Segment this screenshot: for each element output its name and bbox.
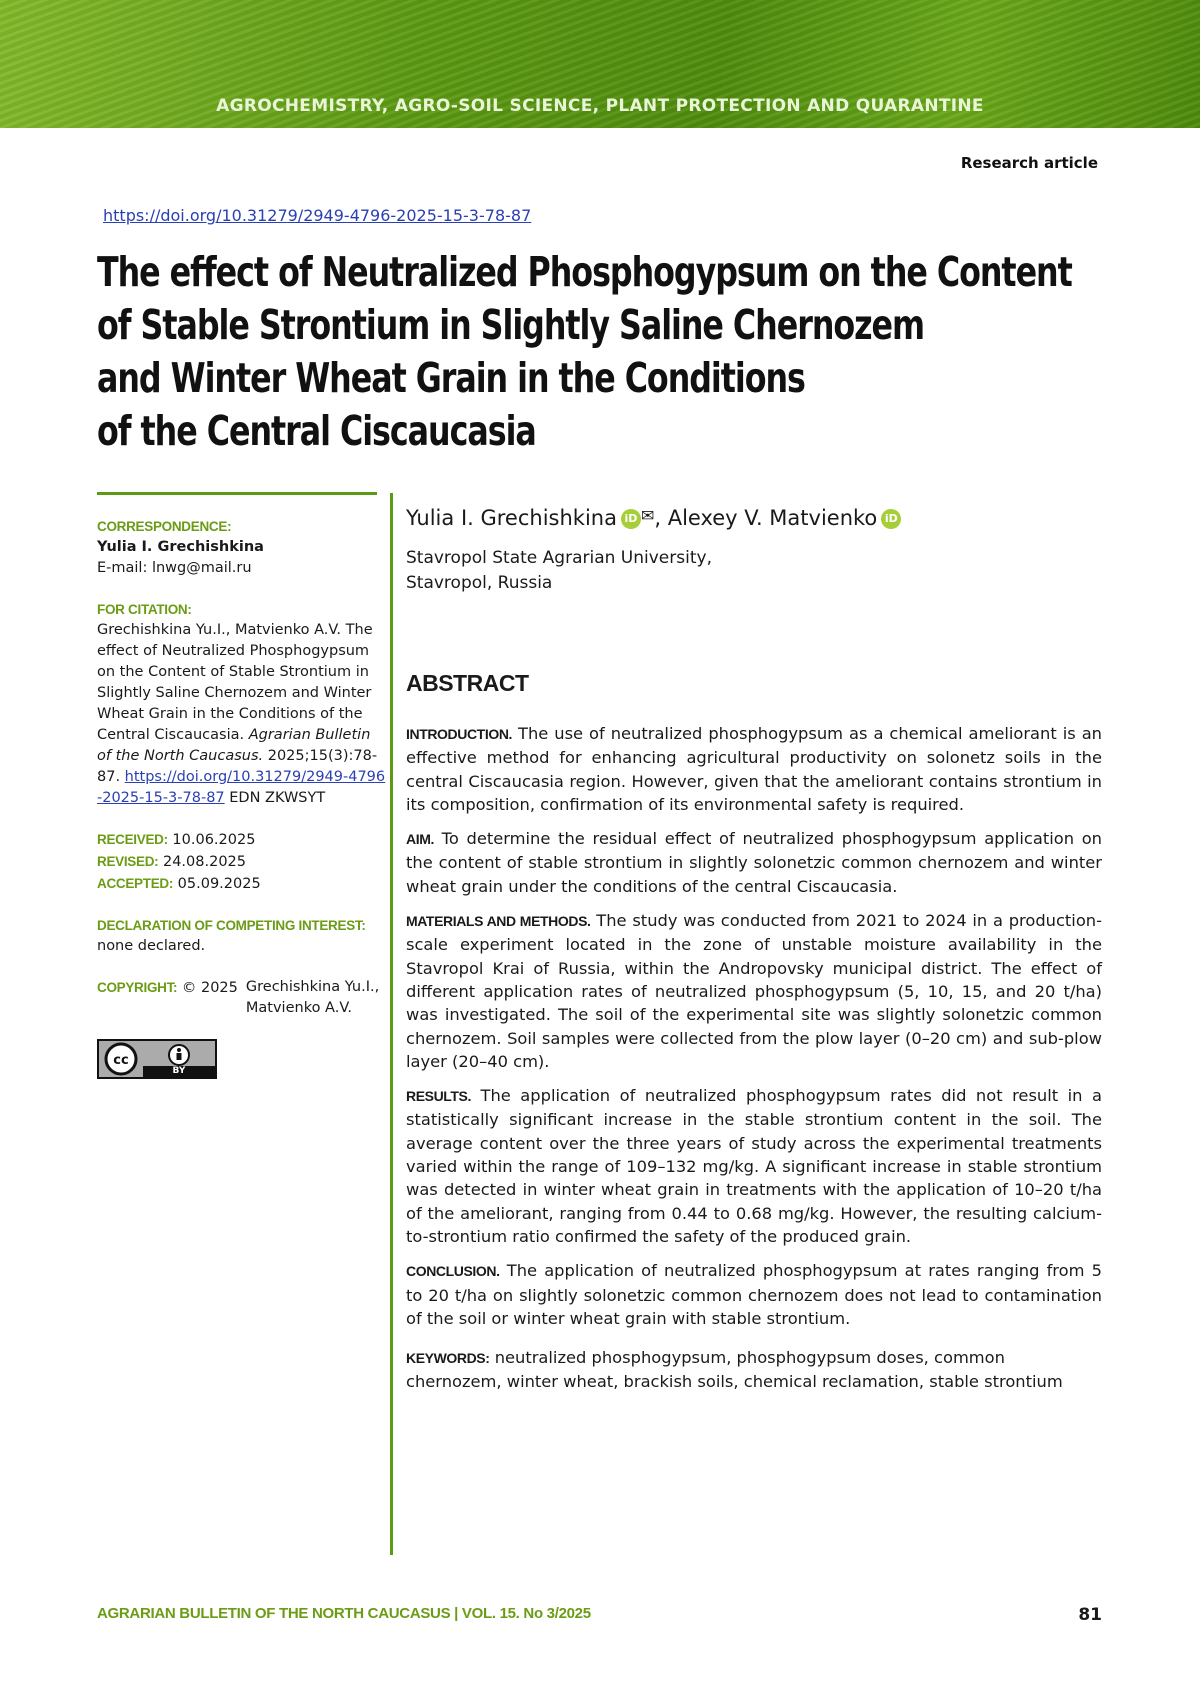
copyright-holder: Matvienko A.V.: [245, 1000, 352, 1016]
received-date: 10.06.2025: [167, 832, 256, 848]
competing-interest-label: DECLARATION OF COMPETING INTEREST:: [97, 918, 366, 933]
citation-text: [97, 620, 387, 809]
correspondence-block: [97, 516, 387, 579]
conclusion-text: The application of neutralized phosphogypsum at rates ranging from 5 to 20 t/ha on slightly solonetzic common chernozem does not lead to contamination of the soil or winter wheat grain with stable strontium.: [406, 1261, 1102, 1328]
results-label: RESULTS.: [406, 1088, 471, 1105]
journal-footer: AGRARIAN BULLETIN OF THE NORTH CAUCASUS | VOL. 15. No 3/2025: [97, 1605, 591, 1622]
accepted-label: ACCEPTED:: [97, 876, 174, 891]
cc-by-license-badge[interactable]: [97, 1039, 217, 1079]
dates-block: [97, 829, 387, 895]
keywords: [406, 1346, 1102, 1394]
author-name: Alexey V. Matvienko: [667, 506, 878, 530]
author-separator: ,: [654, 506, 668, 530]
abstract-results: [406, 1084, 1102, 1248]
section-title: AGROCHEMISTRY, AGRO-SOIL SCIENCE, PLANT PROTECTION AND QUARANTINE: [216, 96, 984, 116]
revised-date: 24.08.2025: [158, 854, 247, 870]
copyright-year: © 2025: [181, 980, 238, 996]
attribution-icon: [143, 1041, 215, 1077]
abstract-aim: [406, 827, 1102, 898]
abstract-heading: ABSTRACT: [406, 670, 529, 696]
affiliation-line: Stavropol State Agrarian University,: [406, 548, 712, 568]
article-type-label: Research article: [960, 154, 1098, 172]
citation-block: [97, 599, 387, 809]
received-label: RECEIVED:: [97, 832, 168, 847]
correspondence-name: Yulia I. Grechishkina: [97, 539, 264, 555]
citation-edn: EDN ZKWSYT: [224, 790, 326, 806]
citation-body: Grechishkina Yu.I., Matvienko A.V. The effect of Neutralized Phosphogypsum on the Content of Stable Strontium in Slightly Saline Chernozem and Winter Wheat Grain in the Conditions of the Central Ciscaucasia.: [97, 622, 373, 743]
svg-text:cc: cc: [113, 1053, 129, 1068]
copyright-holder: Grechishkina Yu.I.,: [245, 979, 380, 995]
orcid-icon[interactable]: iD: [881, 509, 901, 529]
abstract-methods: [406, 909, 1102, 1073]
keywords-label: KEYWORDS:: [406, 1350, 490, 1366]
title-line: of the Central Ciscaucasia: [97, 407, 536, 455]
section-banner: [0, 0, 1200, 128]
introduction-label: INTRODUCTION.: [406, 726, 513, 742]
cc-icon: [99, 1041, 143, 1077]
sidebar-divider: [97, 492, 377, 495]
accepted-date: 05.09.2025: [173, 876, 261, 892]
copyright-block: [97, 977, 387, 1019]
doi-link[interactable]: https://doi.org/10.31279/2949-4796-2025-15-3-78-87: [103, 206, 532, 225]
citation-journal: Agrarian Bulletin of the North Caucasus.: [97, 727, 371, 764]
correspondence-label: CORRESPONDENCE:: [97, 519, 232, 534]
abstract-conclusion: [406, 1259, 1102, 1330]
cc-by-label: BY: [143, 1066, 215, 1077]
title-line: and Winter Wheat Grain in the Conditions: [97, 354, 805, 402]
copyright-label: COPYRIGHT:: [97, 980, 178, 995]
sidebar: [97, 516, 387, 1079]
column-divider: [390, 493, 393, 1555]
article-title: [97, 246, 1072, 458]
abstract-introduction: [406, 722, 1102, 816]
aim-label: AIM.: [406, 831, 434, 848]
abstract-body: [406, 722, 1102, 1341]
keywords-text: neutralized phosphogypsum, phosphogypsum doses, common chernozem, winter wheat, brackish soils, chemical reclamation, stable strontium: [406, 1348, 1063, 1392]
author-list: [406, 506, 901, 530]
title-line: of Stable Strontium in Slightly Saline Chernozem: [97, 301, 925, 349]
methods-text: The study was conducted from 2021 to 2024 in a production-scale experiment located in the zone of unstable moisture availability in the Stavropol Krai of Russia, within the Andropovsky municipal district. The effect of different application rates of neutralized phosphogypsum (5, 10, 15, and 20 t/ha) was investigated. The soil of the experimental site was slightly solonetzic common chernozem. Soil samples were collected from the plow layer (0–20 cm) and sub-plow layer (20–40 cm).: [406, 911, 1102, 1071]
competing-interest-block: [97, 915, 387, 957]
affiliation: [406, 546, 712, 596]
page-number: 81: [1078, 1605, 1102, 1625]
competing-interest-text: none declared.: [97, 938, 206, 954]
author-name: Yulia I. Grechishkina: [406, 506, 617, 530]
orcid-icon[interactable]: iD: [621, 509, 641, 529]
citation-label: FOR CITATION:: [97, 602, 192, 617]
aim-text: To determine the residual effect of neutralized phosphogypsum application on the content of stable strontium in slightly solonetzic common chernozem and winter wheat grain under the conditions of the central Ciscaucasia.: [406, 829, 1102, 896]
conclusion-label: CONCLUSION.: [406, 1263, 500, 1280]
revised-label: REVISED:: [97, 854, 159, 869]
correspondence-email: E-mail: lnwg@mail.ru: [97, 560, 252, 576]
title-line: The effect of Neutralized Phosphogypsum on the Content: [97, 248, 1072, 296]
results-text: The application of neutralized phosphogypsum rates did not result in a statistically significant increase in the stable strontium content in the soil. The average content over the three years of study across the experimental treatments varied within the range of 109–132 mg/kg. A significant increase in stable strontium was detected in winter wheat grain in treatments with the application of 10–20 t/ha of the ameliorant, ranging from 0.44 to 0.68 mg/kg. However, the resulting calcium-to-strontium ratio confirmed the safety of the produced grain.: [406, 1086, 1102, 1246]
introduction-text: The use of neutralized phosphogypsum as a chemical ameliorant is an effective method for enhancing agricultural productivity on solonetz soils in the central Ciscaucasia region. However, given that the ameliorant contains strontium in its composition, confirmation of its environmental safety is required.: [406, 724, 1102, 814]
methods-label: MATERIALS AND METHODS.: [406, 913, 591, 930]
citation-volume: 2025;15(3):78-87.: [97, 748, 378, 785]
email-icon[interactable]: ✉: [640, 506, 655, 525]
citation-doi-link[interactable]: https://doi.org/10.31279/2949-4796-2025-15-3-78-87: [97, 769, 386, 806]
affiliation-line: Stavropol, Russia: [406, 573, 553, 593]
